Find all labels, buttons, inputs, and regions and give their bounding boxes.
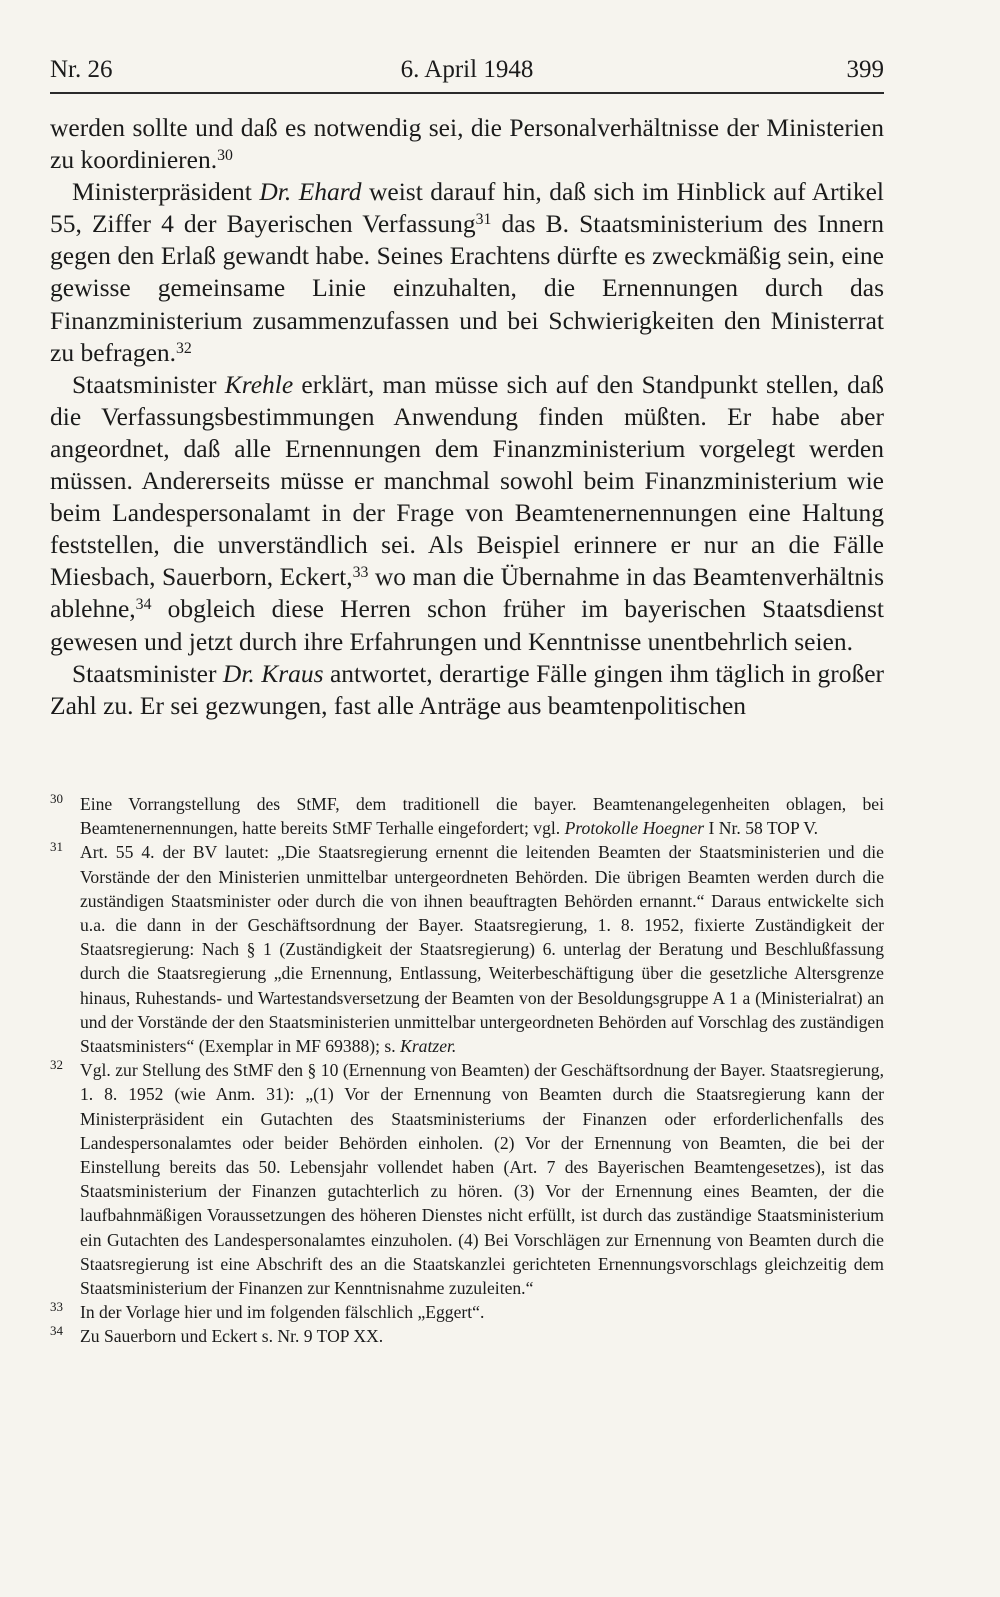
footnote-30: 30 Eine Vorrangstellung des StMF, dem traditionell die bayer. Beamtenangelegenheiten oblagen, bei Beamtenernennungen, hatte bereits StMF Terhalle eingefordert; vgl. Protokolle Hoegner I Nr. 58 TOP V.: [50, 792, 884, 840]
footnote-ref-30: 30: [217, 147, 233, 165]
speaker-name: Krehle: [224, 369, 294, 399]
footnote-ref-31: 31: [475, 211, 492, 229]
footnote-number: 32: [50, 1057, 63, 1073]
page-number: 399: [846, 56, 884, 83]
footnote-32: 32 Vgl. zur Stellung des StMF den § 10 (Ernennung von Beamten) der Geschäftsordnung der Bayer. Staatsregierung, 1. 8. 1952 (wie Anm. 31): „(1) Vor der Ernennung von Beamten durch die Staatsregierung kann der Ministerpräsident ein Gutachten des Staatsministeriums der Finanzen oder erforderlichenfalls des Landespersonalamtes oder beider Behörden einholen. (2) Vor der Ernennung von Beamten, die bei der Einstellung bereits das 50. Lebensjahr vollendet haben (Art. 7 des Bayerischen Beamtengesetzes), ist das Staatsministerium der Finanzen gutachterlich zu hören. (3) Vor der Ernennung eines Beamten, der die laufbahnmäßigen Voraussetzungen des höheren Dienstes nicht erfüllt, ist durch das zuständige Staatsministerium ein Gutachten des Landespersonalamtes einzuholen. (4) Bei Vorschlägen zur Ernennung von Beamten durch die Staatsregierung ist eine Abschrift des an die Staatskanzlei gerichteten Ernennungsvorschlags gleichzeitig dem Staatsministerium der Finanzen zur Kenntnisnahme zuzuleiten.“: [50, 1058, 884, 1300]
paragraph-1: werden sollte und daß es notwendig sei, die Personalverhältnisse der Ministerien zu koordinieren.$^{30}$: [50, 113, 884, 175]
speaker-name: Dr. Ehard: [259, 177, 362, 207]
footnote-33: 33 In der Vorlage hier und im folgenden fälschlich „Eggert“.: [50, 1300, 884, 1324]
footnote-ref-34: 34: [135, 596, 152, 614]
footnote-number: 33: [50, 1299, 63, 1315]
page-header: [50, 50, 884, 90]
body-text: [50, 112, 884, 722]
document-number: Nr. 26: [50, 56, 113, 83]
speaker-name: Dr. Kraus: [222, 658, 324, 688]
footnote-number: 34: [50, 1323, 63, 1339]
paragraph-4: Staatsminister Dr. Kraus antwortet, derartige Fälle gingen ihm täglich in großer Zahl zu. Er sei gezwungen, fast alle Anträge aus beamtenpolitischen: [50, 658, 885, 720]
paragraph-3: Staatsminister Krehle erklärt, man müsse sich auf den Standpunkt stellen, daß die Verfassungsbestimmungen Anwendung finden müßten. Er habe aber angeordnet, daß alle Ernennungen dem Finanzministerium vorgelegt werden müssen. Andererseits müsse er manchmal sowohl beim Finanzministerium wie beim Landespersonalamt in der Frage von Beamtenernennungen eine Haltung feststellen, die unverständlich sei. Als Beispiel erinnere er nur an die Fälle Miesbach, Sauerborn, Eckert,$^{33}$ wo man die Übernahme in das Beamtenverhältnis ablehne,$^{34}$ obgleich diese Herren schon früher im bayerischen Staatsdienst gewesen und jetzt durch ihre Erfahrungen und Kenntnisse unentbehrlich seien.: [50, 369, 885, 656]
header-rule: [50, 92, 884, 94]
paragraph-2: Ministerpräsident Dr. Ehard weist darauf hin, daß sich im Hinblick auf Artikel 55, Ziffer 4 der Bayerischen Verfassung$^{31}$ das B. Staatsministerium des Innern gegen den Erlaß gewandt habe. Seines Erachtens dürfte es zweckmäßig sein, eine gewisse gemeinsame Linie einzuhalten, die Ernennungen durch das Finanzministerium zusammenzufassen und bei Schwierigkeiten den Ministerrat zu befragen.$^{32}$: [50, 177, 884, 367]
footnotes: [50, 792, 884, 1349]
footnote-number: 31: [50, 839, 63, 855]
header-date: 6. April 1948: [400, 56, 534, 83]
footnote-34: 34 Zu Sauerborn und Eckert s. Nr. 9 TOP XX.: [50, 1324, 884, 1348]
footnote-31: 31 Art. 55 4. der BV lautet: „Die Staatsregierung ernennt die leitenden Beamten der Staatsministerien und die Vorstände der den Ministerien unmittelbar untergeordneten Behörden. Die übrigen Beamten werden durch die zuständigen Staatsminister oder durch die von ihnen beauftragten Behörden ernannt.“ Daraus entwickelte sich u.a. die dann in der Geschäftsordnung der Bayer. Staatsregierung, 1. 8. 1952, fixierte Zuständigkeit der Staatsregierung: Nach § 1 (Zuständigkeit der Staatsregierung) 6. unterlag der Beratung und Beschlußfassung durch die Staatsregierung „die Ernennung, Entlassung, Weiterbeschäftigung über die gesetzliche Altersgrenze hinaus, Ruhestands- und Wartestandsversetzung der Beamten von der Besoldungsgruppe A 1 a (Ministerialrat) an und der Vorstände der den Staatsministerien unmittelbar untergeordneten Behörden auf Vorschlag des zuständigen Staatsministers“ (Exemplar in MF 69388); s. Kratzer.: [50, 840, 884, 1058]
footnote-ref-33: 33: [352, 564, 369, 582]
footnote-number: 30: [50, 791, 63, 806]
footnote-ref-32: 32: [176, 339, 192, 357]
